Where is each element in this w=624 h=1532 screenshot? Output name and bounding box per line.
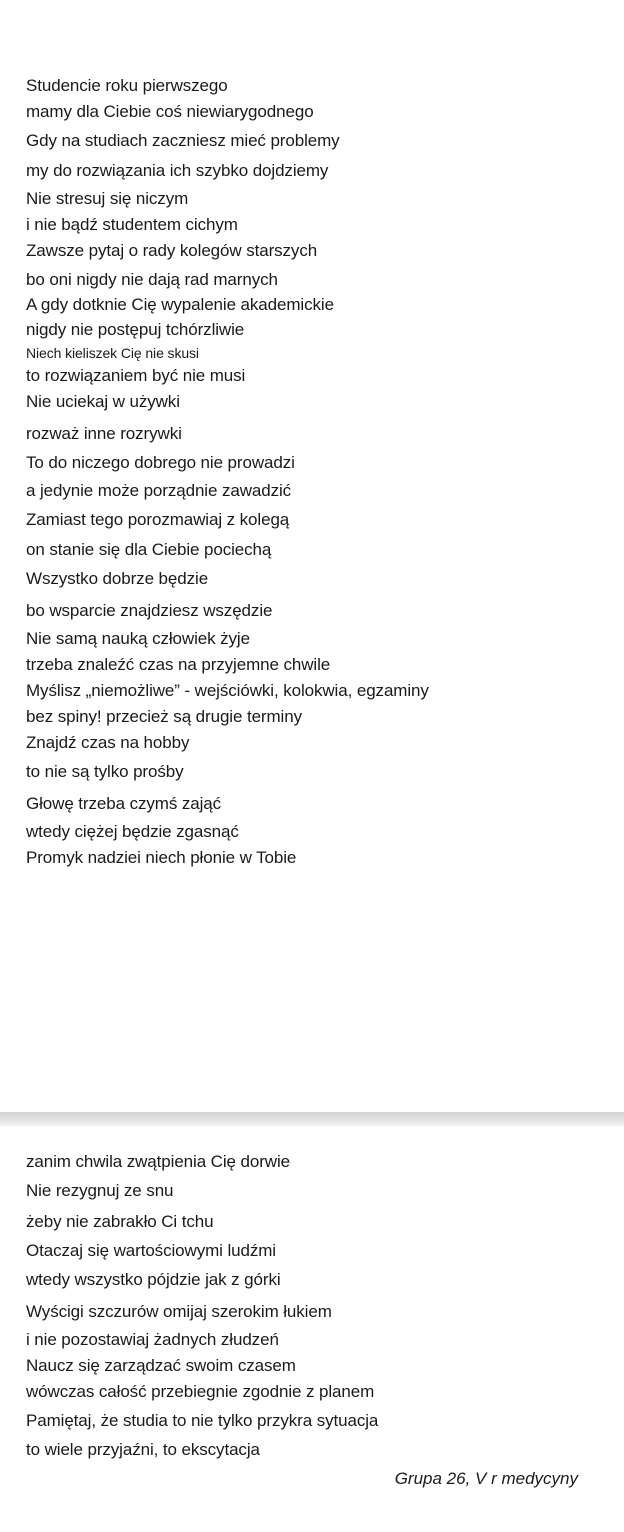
- document-page-2: [0, 1126, 624, 1532]
- poem-line: bo wsparcie znajdziesz wszędzie: [26, 601, 273, 620]
- poem-line: rozważ inne rozrywki: [26, 424, 182, 443]
- poem-line: a jedynie może porządnie zawadzić: [26, 481, 292, 500]
- poem-line: to nie są tylko prośby: [26, 762, 184, 781]
- poem-line: Promyk nadziei niech płonie w Tobie: [26, 848, 297, 867]
- poem-line: Otaczaj się wartościowymi ludźmi: [26, 1241, 276, 1260]
- poem-line: Naucz się zarządzać swoim czasem: [26, 1356, 296, 1375]
- poem-line: to rozwiązaniem być nie musi: [26, 366, 246, 385]
- poem-line: Zawsze pytaj o rady kolegów starszych: [26, 241, 318, 260]
- poem-line: wówczas całość przebiegnie zgodnie z planem: [26, 1382, 375, 1401]
- poem-line: bez spiny! przecież są drugie terminy: [26, 707, 302, 726]
- poem-line: bo oni nigdy nie dają rad marnych: [26, 270, 278, 289]
- poem-line: Nie stresuj się niczym: [26, 189, 189, 208]
- poem-line: wtedy ciężej będzie zgasnąć: [26, 822, 239, 841]
- poem-line: Niech kieliszek Cię nie skusi: [26, 345, 199, 361]
- poem-line: żeby nie zabrakło Ci tchu: [26, 1212, 214, 1231]
- poem-line: i nie pozostawiaj żadnych złudzeń: [26, 1330, 279, 1349]
- poem-line: Pamiętaj, że studia to nie tylko przykra sytuacja: [26, 1411, 379, 1430]
- poem-line: zanim chwila zwątpienia Cię dorwie: [26, 1152, 290, 1171]
- poem-line: Zamiast tego porozmawiaj z kolegą: [26, 510, 290, 529]
- poem-line: trzeba znaleźć czas na przyjemne chwile: [26, 655, 331, 674]
- poem-line: on stanie się dla Ciebie pociechą: [26, 540, 272, 559]
- poem-line: Wyścigi szczurów omijaj szerokim łukiem: [26, 1302, 332, 1321]
- poem-line: Nie samą nauką człowiek żyje: [26, 629, 250, 648]
- poem-line: Myślisz „niemożliwe” - wejściówki, kolokwia, egzaminy: [26, 681, 429, 700]
- poem-line: A gdy dotknie Cię wypalenie akademickie: [26, 295, 334, 314]
- poem-line: Studencie roku pierwszego: [26, 76, 228, 95]
- poem-line: nigdy nie postępuj tchórzliwie: [26, 320, 245, 339]
- poem-line: Nie uciekaj w używki: [26, 392, 180, 411]
- poem-line: my do rozwiązania ich szybko dojdziemy: [26, 161, 329, 180]
- poem-line: To do niczego dobrego nie prowadzi: [26, 453, 295, 472]
- poem-line: Znajdź czas na hobby: [26, 733, 190, 752]
- poem-line: Wszystko dobrze będzie: [26, 569, 209, 588]
- author-signature: Grupa 26, V r medycyny: [394, 1469, 578, 1488]
- poem-line: i nie bądź studentem cichym: [26, 215, 238, 234]
- poem-line: Nie rezygnuj ze snu: [26, 1181, 174, 1200]
- poem-line: Gdy na studiach zaczniesz mieć problemy: [26, 131, 340, 150]
- poem-line: to wiele przyjaźni, to ekscytacja: [26, 1440, 260, 1459]
- page-separator: [0, 1112, 624, 1126]
- poem-line: Głowę trzeba czymś zająć: [26, 794, 222, 813]
- poem-line: mamy dla Ciebie coś niewiarygodnego: [26, 102, 314, 121]
- poem-line: wtedy wszystko pójdzie jak z górki: [26, 1270, 281, 1289]
